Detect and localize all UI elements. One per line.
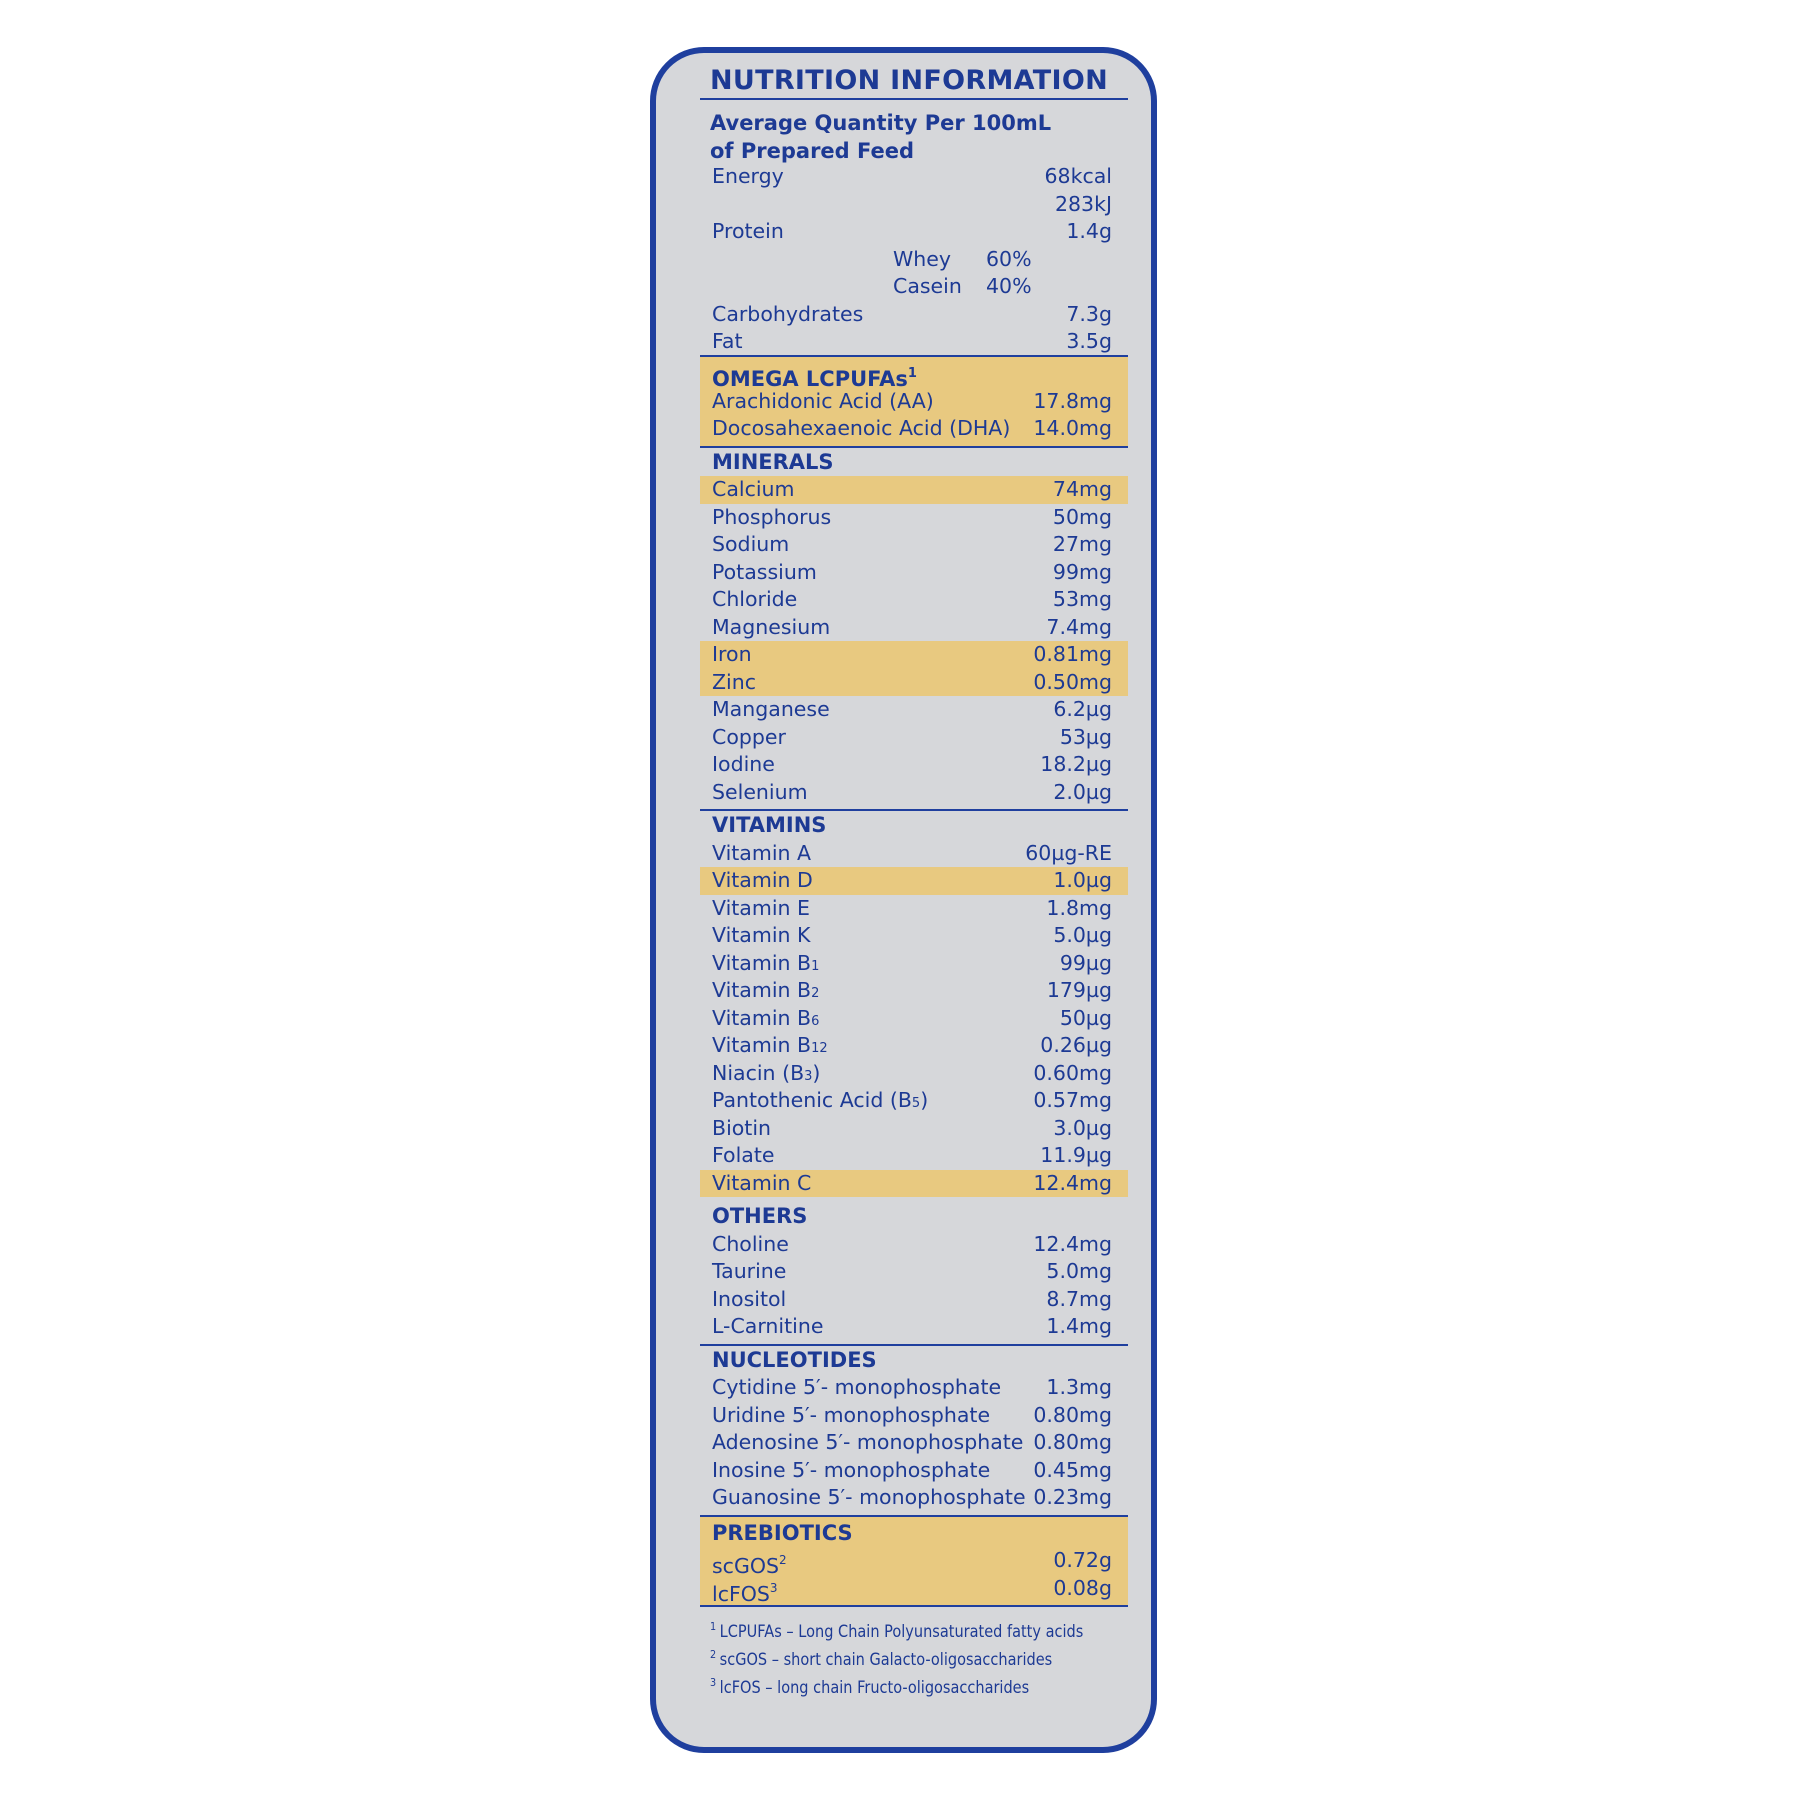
nucleotides-value: 0.80mg bbox=[1033, 1402, 1112, 1427]
nucleotides-heading bbox=[700, 1347, 1128, 1375]
minerals-value: 50mg bbox=[1052, 504, 1112, 529]
vitamins-label bbox=[712, 950, 819, 981]
nucleotides-row bbox=[700, 1429, 1128, 1457]
minerals-value: 0.50mg bbox=[1033, 669, 1112, 694]
minerals-label bbox=[712, 476, 795, 504]
minerals-top-divider bbox=[700, 446, 1128, 448]
minerals-label-text: Sodium bbox=[712, 532, 790, 556]
minerals-value: 74mg bbox=[1052, 477, 1112, 501]
minerals-row bbox=[700, 531, 1128, 559]
omega-heading-sup: 1 bbox=[907, 366, 917, 381]
whey-value: 60% bbox=[986, 246, 1032, 271]
vitamins-value: 50µg bbox=[1059, 1005, 1112, 1030]
minerals-label bbox=[712, 504, 831, 532]
prebiotics-row bbox=[700, 1547, 1128, 1578]
minerals-label bbox=[712, 724, 786, 752]
vitamins-label-subscript: 3 bbox=[804, 1068, 813, 1084]
omega-value: 14.0mg bbox=[1033, 416, 1112, 440]
vitamins-label bbox=[712, 840, 811, 868]
minerals-label-text: Manganese bbox=[712, 697, 830, 721]
vitamins-label-tail: ) bbox=[812, 1060, 821, 1085]
vitamins-label-text: Vitamin D bbox=[712, 868, 813, 892]
minerals-row bbox=[700, 586, 1128, 614]
others-row bbox=[700, 1258, 1128, 1286]
vitamins-label-subscript: 6 bbox=[811, 1013, 820, 1029]
minerals-label-text: Phosphorus bbox=[712, 504, 832, 529]
minerals-label bbox=[712, 696, 830, 724]
prebiotics-label-superscript: 2 bbox=[779, 1553, 787, 1567]
vitamins-value: 179µg bbox=[1046, 978, 1112, 1002]
vitamins-label bbox=[712, 895, 810, 923]
footnote-text: scGOS – short chain Galacto-oligosaccharides bbox=[719, 1650, 1053, 1669]
nucleotides-row bbox=[700, 1457, 1128, 1485]
vitamins-label-subscript: 5 bbox=[911, 1096, 921, 1111]
average-quantity-heading bbox=[710, 109, 1051, 165]
nucleotides-row bbox=[700, 1402, 1128, 1430]
vitamins-label-text: Vitamin B bbox=[712, 950, 812, 975]
energy-row bbox=[700, 163, 1128, 191]
vitamins-label bbox=[712, 1060, 820, 1091]
minerals-label-text: Iron bbox=[712, 642, 752, 666]
vitamins-label bbox=[712, 922, 811, 950]
nutrition-panel bbox=[650, 47, 1157, 1753]
footnote-text: LCPUFAs – Long Chain Polyunsaturated fatty acids bbox=[719, 1622, 1084, 1641]
omega-row bbox=[700, 415, 1128, 443]
others-row bbox=[700, 1231, 1128, 1259]
casein-label: Casein bbox=[893, 274, 962, 298]
average-line-2: of Prepared Feed bbox=[710, 139, 915, 163]
minerals-value: 7.4mg bbox=[1046, 614, 1112, 639]
vitamins-label-text: Vitamin K bbox=[712, 923, 811, 947]
vitamins-label-subscript: 2 bbox=[811, 986, 820, 1001]
nucleotides-value: 1.3mg bbox=[1046, 1375, 1112, 1399]
prebiotics-bottom-divider bbox=[700, 1605, 1128, 1607]
nucleotides-label bbox=[712, 1374, 1001, 1402]
vitamins-row bbox=[700, 950, 1128, 978]
vitamins-label bbox=[712, 1032, 828, 1063]
panel-title: NUTRITION INFORMATION bbox=[710, 65, 1108, 96]
others-heading-label: OTHERS bbox=[712, 1204, 808, 1228]
fat-label: Fat bbox=[712, 329, 743, 353]
vitamins-label bbox=[712, 1142, 775, 1170]
minerals-row bbox=[700, 614, 1128, 642]
omega-label bbox=[712, 388, 934, 416]
vitamins-label-text: Vitamin B bbox=[712, 1033, 812, 1057]
nucleotides-label bbox=[712, 1484, 1026, 1512]
vitamins-label bbox=[712, 867, 813, 895]
prebiotics-value: 0.72g bbox=[1053, 1548, 1112, 1572]
minerals-label bbox=[712, 614, 830, 642]
vitamins-row bbox=[700, 1142, 1128, 1170]
vitamins-row bbox=[700, 1060, 1128, 1088]
minerals-heading bbox=[700, 449, 1128, 477]
nucleotides-label bbox=[712, 1457, 990, 1485]
minerals-label bbox=[712, 779, 808, 807]
minerals-row bbox=[700, 724, 1128, 752]
others-label bbox=[712, 1231, 789, 1259]
others-row bbox=[700, 1313, 1128, 1341]
vitamins-label bbox=[712, 1087, 928, 1118]
nucleotides-label-text: Guanosine 5′- monophosphate bbox=[712, 1485, 1026, 1509]
vitamins-row bbox=[700, 1087, 1128, 1115]
vitamins-value: 5.0µg bbox=[1053, 923, 1112, 947]
energy-kj-row bbox=[700, 191, 1128, 219]
protein-value: 1.4g bbox=[1066, 219, 1112, 243]
title-divider bbox=[700, 98, 1128, 100]
nucleotides-row bbox=[700, 1374, 1128, 1402]
minerals-value: 2.0µg bbox=[1053, 779, 1112, 804]
minerals-row bbox=[700, 476, 1128, 504]
others-label-text: L-Carnitine bbox=[712, 1314, 824, 1338]
prebiotics-label bbox=[712, 1575, 778, 1609]
vitamins-label-text: Pantothenic Acid (B bbox=[712, 1088, 912, 1112]
others-value: 5.0mg bbox=[1046, 1259, 1112, 1283]
vitamins-value: 0.57mg bbox=[1033, 1088, 1112, 1112]
prebiotics-heading-label: PREBIOTICS bbox=[712, 1520, 853, 1545]
vitamins-value: 3.0µg bbox=[1053, 1115, 1112, 1140]
fat-value: 3.5g bbox=[1066, 329, 1112, 353]
vitamins-label-subscript: 12 bbox=[811, 1041, 828, 1056]
prebiotics-label-text: scGOS bbox=[712, 1554, 779, 1578]
vitamins-row bbox=[700, 1170, 1128, 1198]
minerals-value: 99mg bbox=[1052, 559, 1112, 584]
vitamins-label bbox=[712, 977, 819, 1008]
others-label-text: Taurine bbox=[712, 1259, 787, 1283]
carbohydrates-label: Carbohydrates bbox=[712, 301, 864, 326]
vitamins-value: 12.4mg bbox=[1033, 1170, 1112, 1195]
vitamins-value: 0.60mg bbox=[1033, 1060, 1112, 1085]
vitamins-label-text: Vitamin E bbox=[712, 895, 810, 920]
prebiotics-label-text: lcFOS bbox=[712, 1581, 770, 1606]
minerals-value: 27mg bbox=[1052, 532, 1112, 556]
protein-label: Protein bbox=[712, 219, 784, 243]
minerals-label-text: Copper bbox=[712, 724, 786, 749]
omega-heading-label: OMEGA LCPUFAs$^1$ bbox=[712, 366, 917, 391]
vitamins-row bbox=[700, 867, 1128, 895]
vitamins-value: 1.0µg bbox=[1053, 868, 1112, 892]
average-line-1: Average Quantity Per 100mL bbox=[710, 111, 1052, 135]
nucleotides-row bbox=[700, 1484, 1128, 1512]
others-label-text: Choline bbox=[712, 1231, 789, 1256]
prebiotics-label-superscript: 3 bbox=[769, 1580, 778, 1595]
vitamins-value: 60µg-RE bbox=[1025, 840, 1112, 865]
minerals-label bbox=[712, 641, 752, 669]
vitamins-row bbox=[700, 895, 1128, 923]
others-label bbox=[712, 1286, 786, 1314]
minerals-row bbox=[700, 779, 1128, 807]
minerals-row bbox=[700, 751, 1128, 779]
minerals-label bbox=[712, 586, 797, 614]
vitamins-label bbox=[712, 1115, 771, 1143]
minerals-label-text: Calcium bbox=[712, 477, 795, 501]
vitamins-row bbox=[700, 840, 1128, 868]
vitamins-value: 11.9µg bbox=[1040, 1143, 1112, 1167]
nucleotides-label-text: Cytidine 5′- monophosphate bbox=[712, 1375, 1002, 1399]
prebiotics-heading bbox=[700, 1520, 1128, 1548]
minerals-value: 53µg bbox=[1059, 724, 1112, 749]
minerals-label-text: Selenium bbox=[712, 779, 808, 804]
minerals-heading-label: MINERALS bbox=[712, 449, 834, 474]
nucleotides-heading-label: NUCLEOTIDES bbox=[712, 1347, 877, 1372]
footnote-number: 2 bbox=[710, 1648, 717, 1661]
prebiotics-value: 0.08g bbox=[1053, 1575, 1112, 1600]
footnote-text: lcFOS – long chain Fructo-oligosaccharides bbox=[719, 1678, 1030, 1697]
vitamins-value: 1.8mg bbox=[1046, 895, 1112, 920]
vitamins-label-text: Vitamin B bbox=[712, 978, 812, 1002]
vitamins-label bbox=[712, 1005, 819, 1036]
nucleotides-label-text: Uridine 5′- monophosphate bbox=[712, 1402, 991, 1427]
vitamins-row bbox=[700, 977, 1128, 1005]
protein-row bbox=[700, 218, 1128, 246]
vitamins-top-divider bbox=[700, 809, 1128, 811]
vitamins-row bbox=[700, 1005, 1128, 1033]
prebiotics-row bbox=[700, 1575, 1128, 1606]
minerals-label-text: Potassium bbox=[712, 559, 817, 584]
minerals-label-text: Chloride bbox=[712, 587, 798, 611]
vitamins-row bbox=[700, 1032, 1128, 1060]
minerals-value: 18.2µg bbox=[1040, 752, 1112, 776]
others-label-text: Inositol bbox=[712, 1286, 787, 1311]
footnote-number: 1 bbox=[710, 1620, 717, 1633]
minerals-value: 6.2µg bbox=[1053, 697, 1112, 721]
minerals-row bbox=[700, 696, 1128, 724]
others-value: 8.7mg bbox=[1046, 1286, 1112, 1311]
omega-row bbox=[700, 388, 1128, 416]
whey-label: Whey bbox=[893, 246, 952, 271]
nucleotides-value: 0.23mg bbox=[1033, 1485, 1112, 1509]
vitamins-label-text: Biotin bbox=[712, 1115, 772, 1140]
nucleotides-label bbox=[712, 1402, 990, 1430]
minerals-value: 53mg bbox=[1052, 587, 1112, 611]
nucleotides-value: 0.80mg bbox=[1033, 1430, 1112, 1454]
minerals-label-text: Zinc bbox=[712, 669, 757, 694]
minerals-label bbox=[712, 751, 775, 779]
minerals-label-text: Magnesium bbox=[712, 614, 831, 639]
casein-row bbox=[700, 273, 1128, 301]
others-label bbox=[712, 1258, 786, 1286]
vitamins-label-text: Vitamin A bbox=[712, 840, 812, 865]
others-heading bbox=[700, 1203, 1128, 1231]
whey-row bbox=[700, 246, 1128, 274]
vitamins-label-text: Folate bbox=[712, 1143, 775, 1167]
vitamins-heading bbox=[700, 812, 1128, 840]
fat-row bbox=[700, 328, 1128, 356]
energy-kcal: 68kcal bbox=[1044, 164, 1112, 188]
minerals-row bbox=[700, 504, 1128, 532]
others-label bbox=[712, 1313, 823, 1341]
minerals-label bbox=[712, 531, 789, 559]
carbohydrates-row bbox=[700, 301, 1128, 329]
omega-value: 17.8mg bbox=[1033, 388, 1112, 413]
minerals-label bbox=[712, 559, 817, 587]
nucleotides-top-divider bbox=[700, 1344, 1128, 1346]
vitamins-heading-label: VITAMINS bbox=[712, 813, 827, 837]
omega-label-text: Docosahexaenoic Acid (DHA) bbox=[712, 416, 1011, 440]
vitamins-label-text: Niacin (B bbox=[712, 1060, 805, 1085]
nucleotides-label-text: Adenosine 5′- monophosphate bbox=[712, 1430, 1024, 1454]
others-row bbox=[700, 1286, 1128, 1314]
nucleotides-label-text: Inosine 5′- monophosphate bbox=[712, 1457, 991, 1482]
minerals-value: 0.81mg bbox=[1033, 642, 1112, 666]
minerals-label bbox=[712, 669, 756, 697]
energy-label: Energy bbox=[712, 164, 784, 188]
footnote-line bbox=[710, 1669, 1029, 1702]
casein-value: 40% bbox=[986, 274, 1032, 298]
others-value: 12.4mg bbox=[1033, 1231, 1112, 1256]
vitamins-label bbox=[712, 1170, 811, 1198]
carbohydrates-value: 7.3g bbox=[1066, 301, 1112, 326]
vitamins-value: 0.26µg bbox=[1040, 1033, 1112, 1057]
vitamins-label-text: Vitamin B bbox=[712, 1005, 812, 1030]
nucleotides-value: 0.45mg bbox=[1033, 1457, 1112, 1482]
vitamins-row bbox=[700, 1115, 1128, 1143]
minerals-row bbox=[700, 669, 1128, 697]
omega-label-text: Arachidonic Acid (AA) bbox=[712, 388, 934, 413]
vitamins-label-tail: ) bbox=[920, 1088, 929, 1112]
energy-kj: 283kJ bbox=[1054, 191, 1112, 216]
minerals-row bbox=[700, 641, 1128, 669]
vitamins-label-text: Vitamin C bbox=[712, 1170, 812, 1195]
others-value: 1.4mg bbox=[1046, 1314, 1112, 1338]
footnote-number: 3 bbox=[710, 1676, 717, 1689]
minerals-label-text: Iodine bbox=[712, 752, 775, 776]
omega-label bbox=[712, 415, 1010, 443]
minerals-row bbox=[700, 559, 1128, 587]
vitamins-value: 99µg bbox=[1059, 950, 1112, 975]
omega-heading bbox=[700, 360, 1128, 391]
vitamins-row bbox=[700, 922, 1128, 950]
nucleotides-label bbox=[712, 1429, 1023, 1457]
vitamins-label-subscript: 1 bbox=[811, 958, 820, 974]
